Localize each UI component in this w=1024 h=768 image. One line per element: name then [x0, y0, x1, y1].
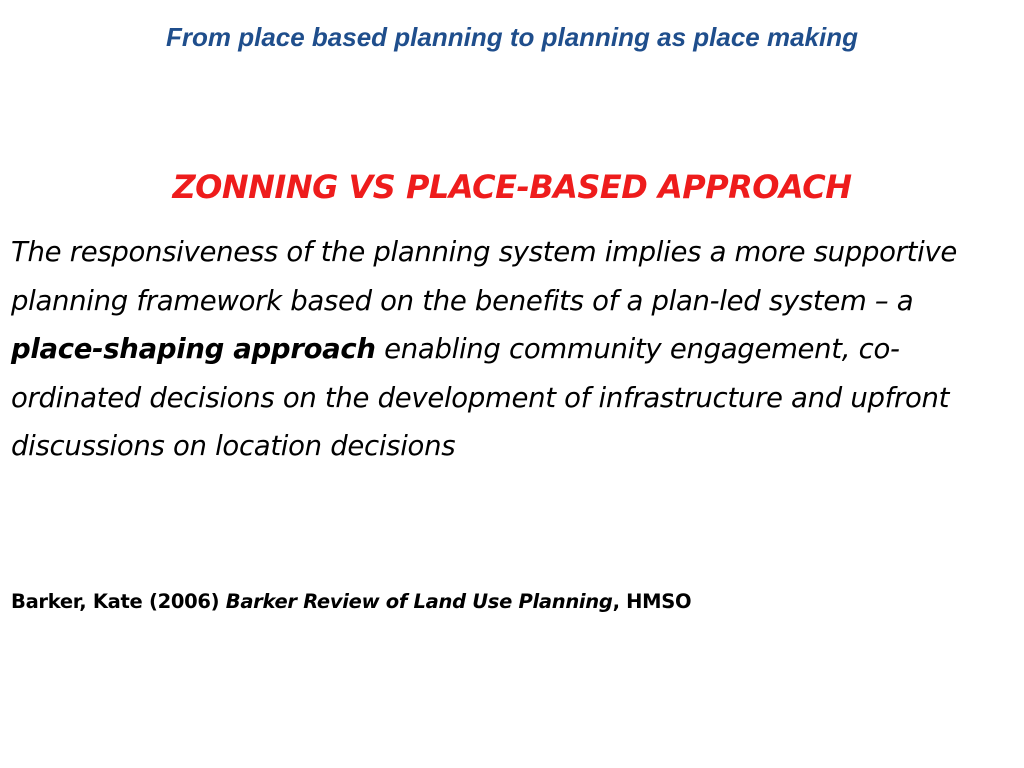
- citation-work-title: Barker Review of Land Use Planning: [225, 590, 613, 613]
- section-heading: ZONNING VS PLACE-BASED APPROACH: [172, 168, 852, 206]
- slide-title: From place based planning to planning as place making: [165, 22, 859, 52]
- body-paragraph: [11, 228, 1001, 471]
- citation: [11, 590, 1001, 613]
- citation-author-year: Barker, Kate (2006): [11, 590, 226, 613]
- body-text-start: The responsiveness of the planning system implies a more supportive planning framework based on the benefits of a plan-led system – a: [11, 236, 958, 317]
- citation-publisher: , HMSO: [612, 590, 692, 613]
- body-emphasis: place-shaping approach: [11, 333, 376, 365]
- body-text-end: enabling community engagement, co-ordinated decisions on the development of infrastructure and upfront discussions on location decisions: [11, 333, 950, 462]
